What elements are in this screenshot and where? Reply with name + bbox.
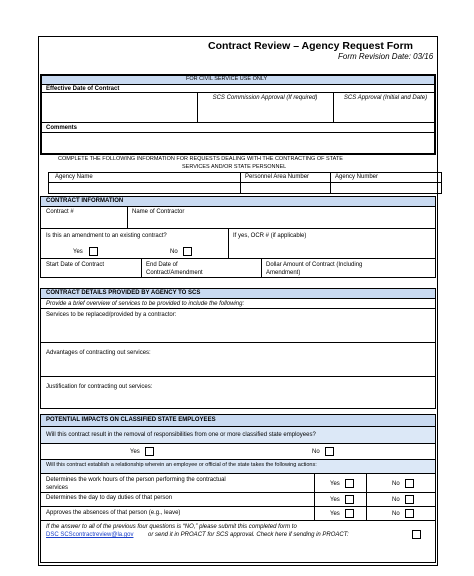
divider xyxy=(42,122,434,123)
work-hours-no-label: No xyxy=(392,481,400,487)
contractor-name-field[interactable] xyxy=(129,216,434,227)
absences-yes-checkbox[interactable] xyxy=(345,509,354,518)
divider xyxy=(41,298,435,299)
work-hours-label-1: Determines the work hours of the person performing the contractual xyxy=(46,477,226,483)
start-date-field[interactable] xyxy=(100,260,140,276)
divider xyxy=(228,228,229,258)
divider xyxy=(314,473,315,520)
divider xyxy=(41,520,435,521)
divider xyxy=(41,342,435,343)
dollar-amount-field[interactable] xyxy=(390,260,434,276)
end-date-label-1: End Date of xyxy=(146,262,178,268)
daily-duties-no-checkbox[interactable] xyxy=(405,495,414,504)
divider xyxy=(41,492,435,493)
divider xyxy=(330,172,331,194)
amendment-no-checkbox[interactable] xyxy=(183,247,192,256)
proact-checkbox[interactable] xyxy=(412,530,421,539)
divider xyxy=(333,92,334,122)
justification-label: Justification for contracting out services: xyxy=(46,384,153,390)
commission-approval-label: SCS Commission Approval (If required) xyxy=(212,95,318,101)
form-revision-date: Form Revision Date: 03/16 xyxy=(338,52,434,61)
agency-number-field[interactable] xyxy=(332,184,440,193)
submission-note-line-2: or send it in PROACT for SCS approval. Check here if sending in PROACT: xyxy=(148,532,349,538)
ocr-field[interactable] xyxy=(330,230,434,256)
removal-yes-label: Yes xyxy=(130,449,140,455)
work-hours-yes-label: Yes xyxy=(330,481,340,487)
amendment-yes-label: Yes xyxy=(73,249,83,255)
work-hours-label-2: services xyxy=(46,485,69,491)
divider xyxy=(41,308,435,309)
work-hours-yes-checkbox[interactable] xyxy=(345,479,354,488)
divider xyxy=(41,206,435,207)
agency-number-label: Agency Number xyxy=(335,174,379,180)
services-replaced-field[interactable] xyxy=(42,320,434,340)
form-title: Contract Review – Agency Request Form xyxy=(208,40,413,52)
effective-date-label: Effective Date of Contract xyxy=(46,86,120,92)
agency-instructions-line-1: COMPLETE THE FOLLOWING INFORMATION FOR REQUESTS DEALING WITH THE CONTRACTING OF STATE xyxy=(58,156,343,162)
amendment-yes-checkbox[interactable] xyxy=(89,247,98,256)
advantages-field[interactable] xyxy=(42,358,434,374)
state-approval-label: SCS Approval (Initial and Date) xyxy=(343,95,428,101)
divider xyxy=(41,506,435,507)
relationship-question: Will this contract establish a relationship wherein an employee or official of the state takes the following actions: xyxy=(46,462,317,468)
agency-instructions-line-2: SERVICES AND/OR STATE PERSONNEL xyxy=(182,164,287,170)
removal-no-label: No xyxy=(312,449,320,455)
end-date-field[interactable] xyxy=(222,260,260,276)
contract-number-label: Contract # xyxy=(46,209,74,215)
end-date-label-2: Contract/Amendment xyxy=(146,270,203,276)
personnel-area-field[interactable] xyxy=(242,184,328,193)
divider xyxy=(48,182,442,183)
divider xyxy=(240,172,241,194)
comments-label: Comments xyxy=(46,125,78,131)
divider xyxy=(42,132,434,133)
agency-name-field[interactable] xyxy=(50,184,238,193)
overview-instructions: Provide a brief overview of services to be provided to include the following: xyxy=(46,301,245,307)
absences-yes-label: Yes xyxy=(330,511,340,517)
advantages-label: Advantages of contracting out services: xyxy=(46,350,151,356)
divider xyxy=(41,258,435,259)
absences-no-checkbox[interactable] xyxy=(405,509,414,518)
ocr-label: If yes, OCR # (if applicable) xyxy=(233,233,307,239)
dollar-amount-label-1: Dollar Amount of Contract (Including xyxy=(266,262,363,268)
submission-email-link[interactable]: DSC SCScontractreview@la.gov xyxy=(46,532,134,538)
dollar-amount-label-2: Amendment) xyxy=(266,270,301,276)
removal-no-checkbox[interactable] xyxy=(325,447,334,456)
agency-name-label: Agency Name xyxy=(55,174,93,180)
divider xyxy=(197,92,198,122)
daily-duties-yes-checkbox[interactable] xyxy=(345,495,354,504)
divider xyxy=(141,258,142,277)
details-heading: CONTRACT DETAILS PROVIDED BY AGENCY TO SCS xyxy=(46,290,201,296)
divider xyxy=(366,473,367,520)
submission-note-line-1: If the answer to all of the previous four questions is “NO,” please submit this completed form to xyxy=(46,524,297,530)
absences-no-label: No xyxy=(392,511,400,517)
personnel-area-label: Personnel Area Number xyxy=(245,174,310,180)
work-hours-no-checkbox[interactable] xyxy=(405,479,414,488)
divider xyxy=(261,258,262,277)
absences-label: Approves the absences of that person (e.g., leave) xyxy=(46,510,181,516)
services-replaced-label: Services to be replaced/provided by a contractor: xyxy=(46,312,177,318)
divider xyxy=(41,443,435,444)
amendment-question: Is this an amendment to an existing contract? xyxy=(46,233,167,239)
removal-question: Will this contract result in the removal of responsibilities from one or more classified state employees? xyxy=(46,432,316,438)
divider xyxy=(42,84,434,85)
contractor-name-label: Name of Contractor xyxy=(132,209,185,215)
start-date-label: Start Date of Contract xyxy=(46,262,105,268)
divider xyxy=(42,92,434,93)
daily-duties-yes-label: Yes xyxy=(330,497,340,503)
justification-field[interactable] xyxy=(42,392,434,407)
contract-number-field[interactable] xyxy=(42,216,126,227)
amendment-no-label: No xyxy=(170,249,178,255)
contract-heading: CONTRACT INFORMATION xyxy=(46,198,124,204)
impacts-heading: POTENTIAL IMPACTS ON CLASSIFIED STATE EMPLOYEES xyxy=(46,417,216,423)
divider xyxy=(127,206,128,228)
removal-yes-checkbox[interactable] xyxy=(145,447,154,456)
divider xyxy=(41,228,435,229)
daily-duties-label: Determines the day to day duties of that person xyxy=(46,495,173,501)
daily-duties-no-label: No xyxy=(392,497,400,503)
civil-service-heading: FOR CIVIL SERVICE USE ONLY xyxy=(186,76,268,82)
divider xyxy=(41,376,435,377)
divider xyxy=(41,473,435,474)
